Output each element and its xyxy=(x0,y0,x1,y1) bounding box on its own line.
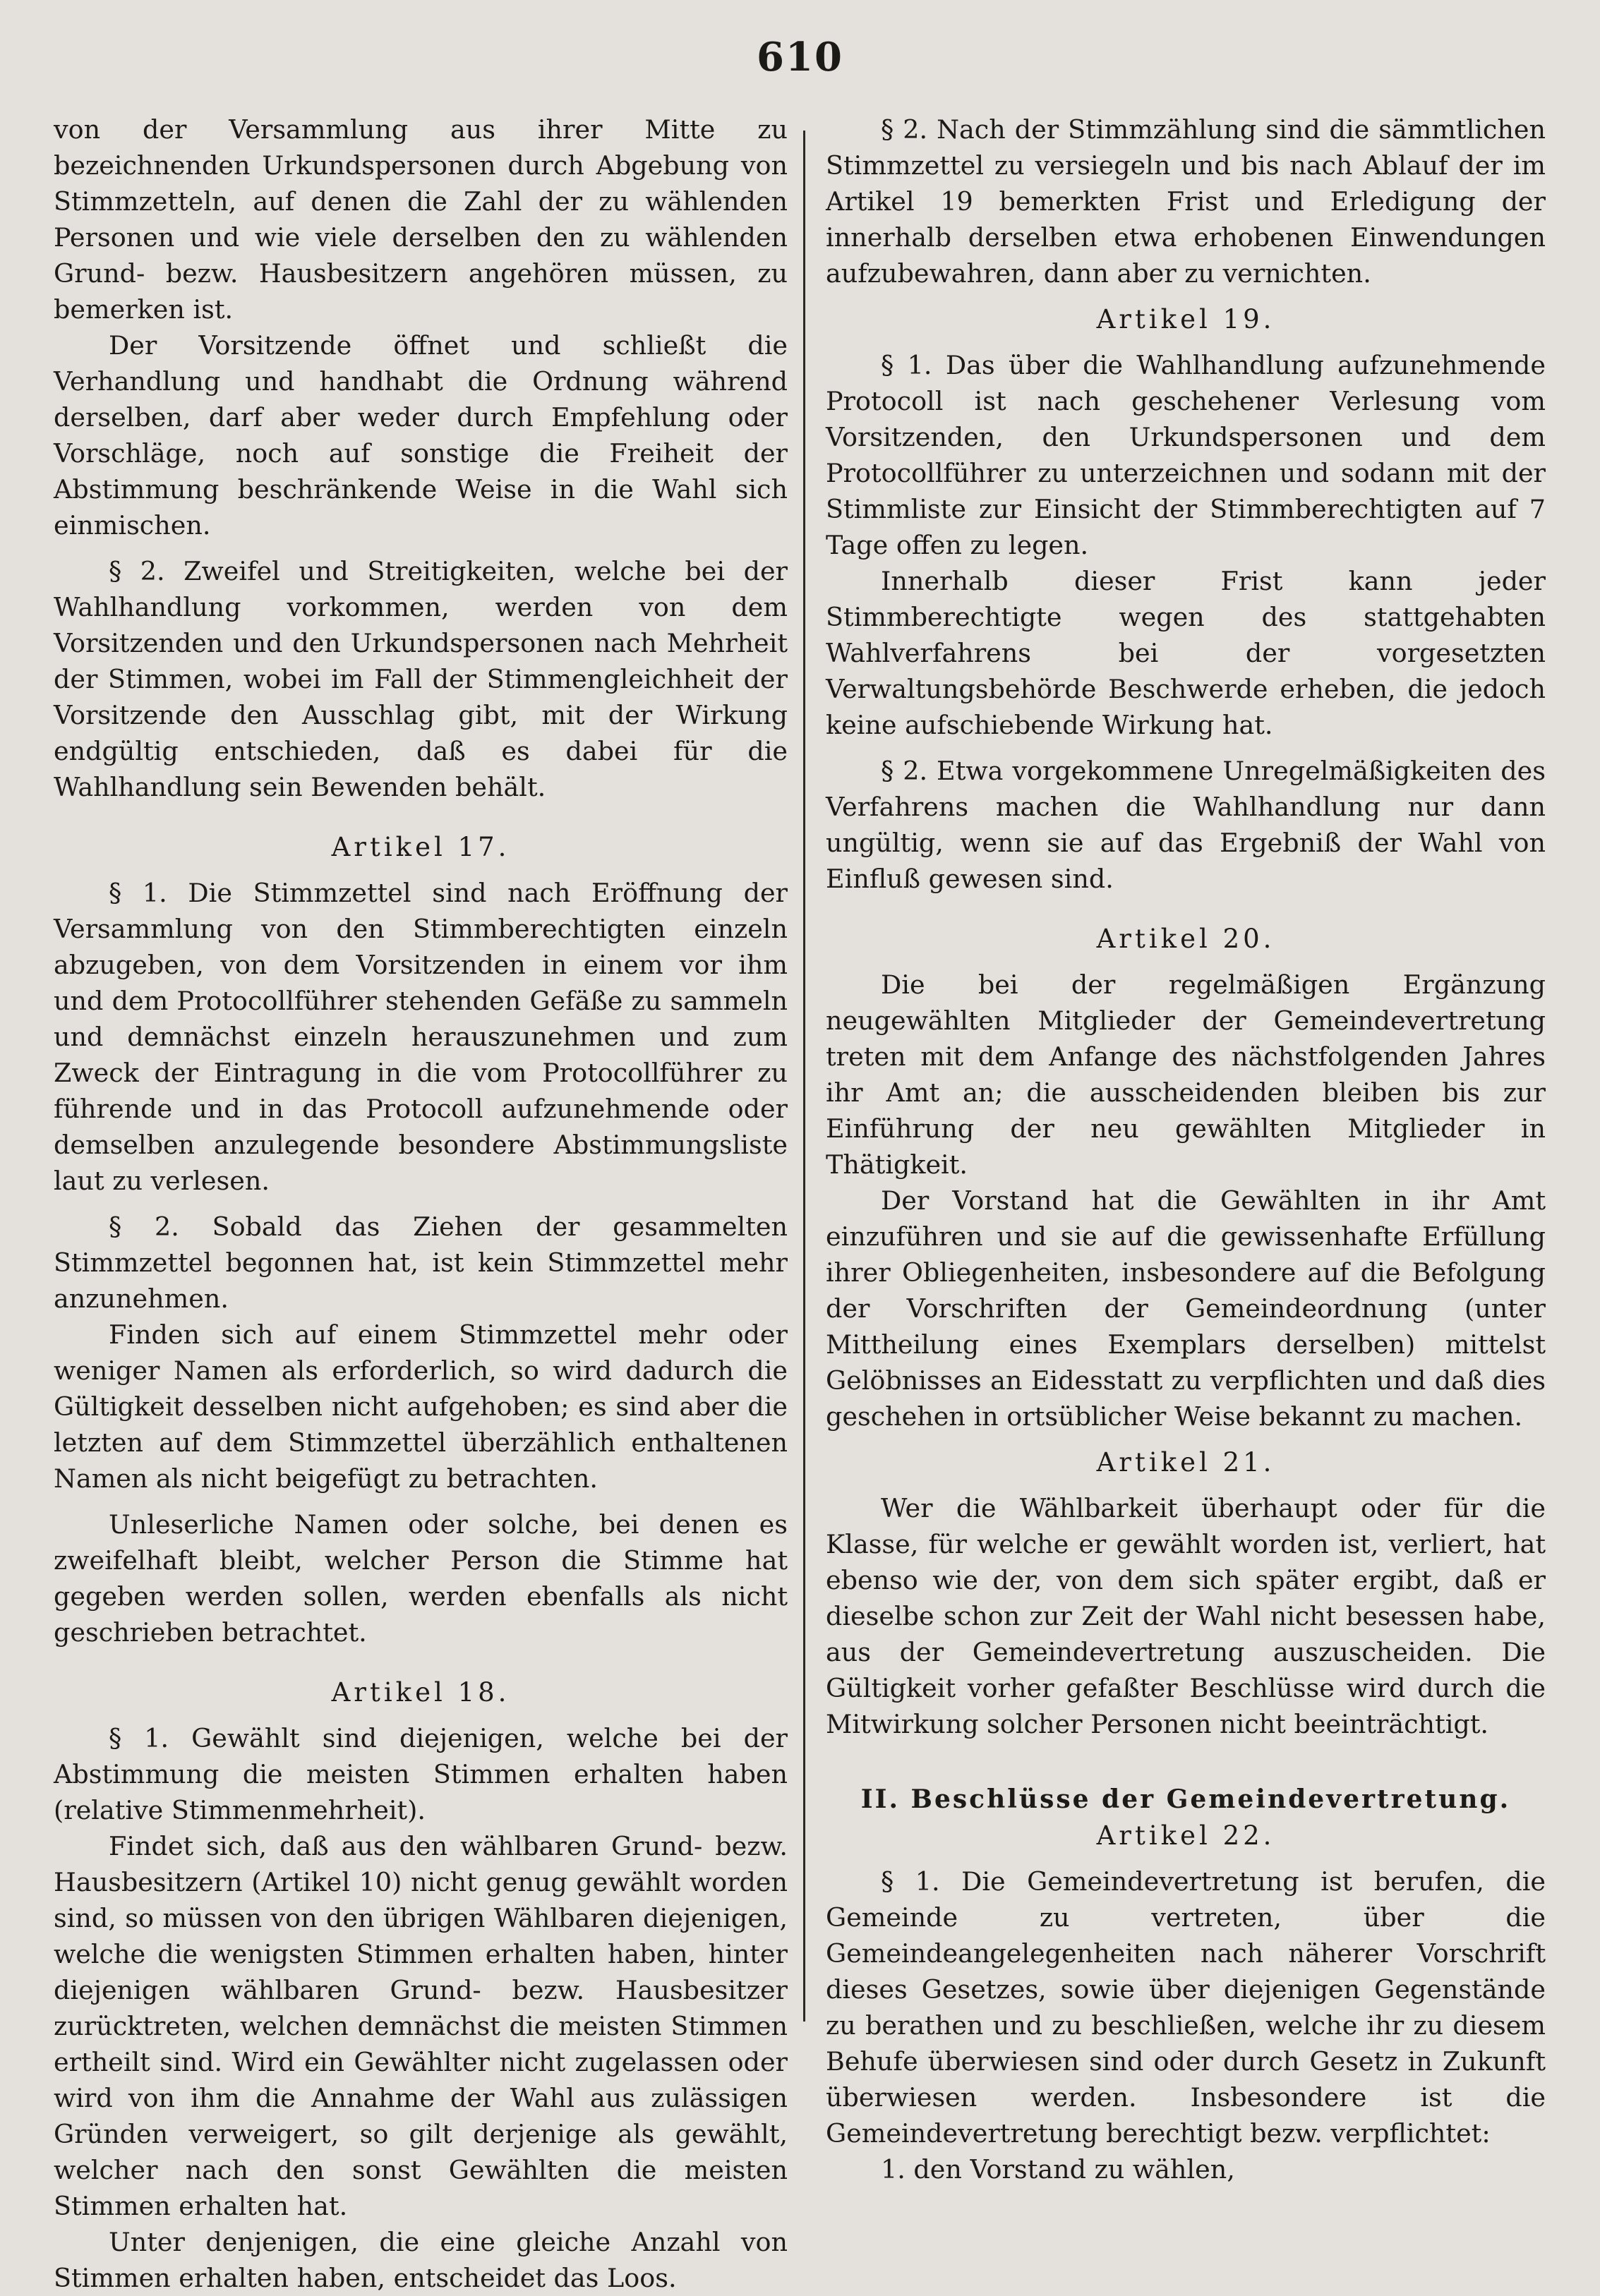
list-item: 1. den Vorstand zu wählen, xyxy=(881,2154,1235,2185)
article-heading-21: Artikel 21. xyxy=(1096,1447,1275,1478)
paragraph: § 2. Zweifel und Streitigkeiten, welche bei der Wahlhandlung vorkommen, werden von dem Vorsitzenden und den Urkundspersonen nach Mehrheit der Stimmen, wobei im Fall der Stimmengleichheit der Vorsitzende den Ausschlag gibt, mit der Wirkung endgültig entschieden, daß es dabei für die Wahlhandlung sein Bewenden behält. xyxy=(54,556,788,802)
section-heading: II. Beschlüsse der Gemeindevertretung. xyxy=(860,1784,1511,1814)
page-number: 610 xyxy=(757,34,843,80)
paragraph: Die bei der regelmäßigen Ergänzung neugewählten Mitglieder der Gemeindevertretung treten mit dem Anfange des nächstfolgenden Jahres ihr Amt an; die ausscheidenden bleiben bis zur Einführung der neu gewählten Mitglieder in Thätigkeit. xyxy=(826,969,1546,1180)
paragraph: Der Vorstand hat die Gewählten in ihr Amt einzuführen und sie auf die gewissenhafte Erfüllung ihrer Obliegenheiten, insbesondere auf die Befolgung der Vorschriften der Gemeindeordnung (unter Mittheilung eines Exemplars derselben) mittelst Gelöbnisses an Eidesstatt zu verpflichten und daß dies geschehen in ortsüblicher Weise bekannt zu machen. xyxy=(826,1185,1546,1432)
right-column xyxy=(826,111,1546,2187)
paragraph: Innerhalb dieser Frist kann jeder Stimmberechtigte wegen des stattgehabten Wahlverfahrens bei der vorgesetzten Verwaltungsbehörde Beschwerde erheben, die jedoch keine aufschiebende Wirkung hat. xyxy=(826,566,1546,740)
paragraph: Der Vorsitzende öffnet und schließt die Verhandlung und handhabt die Ordnung während derselben, darf aber weder durch Empfehlung oder Vorschläge, noch auf sonstige die Freiheit der Abstimmung beschränkende Weise in die Wahl sich einmischen. xyxy=(54,330,788,540)
paragraph: § 1. Die Gemeindevertretung ist berufen, die Gemeinde zu vertreten, über die Gemeindeangelegenheiten nach näherer Vorschrift dieses Gesetzes, sowie über diejenigen Gegenstände zu berathen und zu beschließen, welche ihr zu diesem Behufe überwiesen sind oder durch Gesetz in Zukunft überwiesen werden. Insbesondere ist die Gemeindevertretung berechtigt bezw. verpflichtet: xyxy=(826,1866,1546,2149)
left-column xyxy=(54,111,788,2296)
article-heading-17: Artikel 17. xyxy=(331,832,510,862)
paragraph: § 1. Gewählt sind diejenigen, welche bei der Abstimmung die meisten Stimmen erhalten haben (relative Stimmenmehrheit). xyxy=(54,1723,788,1825)
paragraph: Findet sich, daß aus den wählbaren Grund- bezw. Hausbesitzern (Artikel 10) nicht genug gewählt worden sind, so müssen von den übrigen Wählbaren diejenigen, welche die wenigsten Stimmen erhalten haben, hinter diejenigen wählbaren Grund- bezw. Hausbesitzer zurücktreten, welchen demnächst die meisten Stimmen ertheilt sind. Wird ein Gewählter nicht zugelassen oder wird von ihm die Annahme der Wahl aus zulässigen Gründen verweigert, so gilt derjenige als gewählt, welcher nach den sonst Gewählten die meisten Stimmen erhalten hat. xyxy=(54,1831,788,2221)
paragraph: Finden sich auf einem Stimmzettel mehr oder weniger Namen als erforderlich, so wird dadurch die Gültigkeit desselben nicht aufgehoben; es sind aber die letzten auf dem Stimmzettel überzählich enthaltenen Namen als nicht beigefügt zu betrachten. xyxy=(54,1319,788,1494)
paragraph: § 2. Sobald das Ziehen der gesammelten Stimmzettel begonnen hat, ist kein Stimmzettel mehr anzunehmen. xyxy=(54,1212,788,1314)
article-heading-22: Artikel 22. xyxy=(1096,1820,1275,1851)
paragraph: § 2. Etwa vorgekommene Unregelmäßigkeiten des Verfahrens machen die Wahlhandlung nur dann ungültig, wenn sie auf das Ergebniß der Wahl von Einfluß gewesen sind. xyxy=(826,756,1546,894)
paragraph: § 1. Das über die Wahlhandlung aufzunehmende Protocoll ist nach geschehener Verlesung vom Vorsitzenden, den Urkundspersonen und dem Protocollführer zu unterzeichnen und sodann mit der Stimmliste zur Einsicht der Stimmberechtigten auf 7 Tage offen zu legen. xyxy=(826,350,1546,560)
paragraph: von der Versammlung aus ihrer Mitte zu bezeichnenden Urkundspersonen durch Abgebung von Stimmzetteln, auf denen die Zahl der zu wählenden Personen und wie viele derselben den zu wählenden Grund- bezw. Hausbesitzern angehören müssen, zu bemerken ist. xyxy=(54,114,788,325)
article-heading-19: Artikel 19. xyxy=(1096,304,1275,334)
column-divider xyxy=(803,131,805,2022)
paragraph: Unleserliche Namen oder solche, bei denen es zweifelhaft bleibt, welcher Person die Stimme hat gegeben werden sollen, werden ebenfalls als nicht geschrieben betrachtet. xyxy=(54,1509,788,1648)
paragraph: § 1. Die Stimmzettel sind nach Eröffnung der Versammlung von den Stimmberechtigten einzeln abzugeben, von dem Vorsitzenden in einem vor ihm und dem Protocollführer stehenden Gefäße zu sammeln und demnächst einzeln herauszunehmen und zum Zweck der Eintragung in die vom Protocollführer zu führende und in das Protocoll aufzunehmende oder demselben anzulegende besondere Abstimmungsliste laut zu verlesen. xyxy=(54,878,788,1196)
paragraph: Wer die Wählbarkeit überhaupt oder für die Klasse, für welche er gewählt worden ist, verliert, hat ebenso wie der, von dem sich später ergibt, daß er dieselbe schon zur Zeit der Wahl nicht besessen habe, aus der Gemeindevertretung auszuscheiden. Die Gültigkeit vorher gefaßter Beschlüsse wird durch die Mitwirkung solcher Personen nicht beeinträchtigt. xyxy=(826,1493,1546,1739)
paragraph: Unter denjenigen, die eine gleiche Anzahl von Stimmen erhalten haben, entscheidet das Loos. xyxy=(54,2227,788,2293)
article-heading-18: Artikel 18. xyxy=(331,1677,510,1708)
article-heading-20: Artikel 20. xyxy=(1096,924,1275,954)
paragraph: § 2. Nach der Stimmzählung sind die sämmtlichen Stimmzettel zu versiegeln und bis nach Ablauf der im Artikel 19 bemerkten Frist und Erledigung der innerhalb derselben etwa erhobenen Einwendungen aufzubewahren, dann aber zu vernichten. xyxy=(826,114,1546,289)
